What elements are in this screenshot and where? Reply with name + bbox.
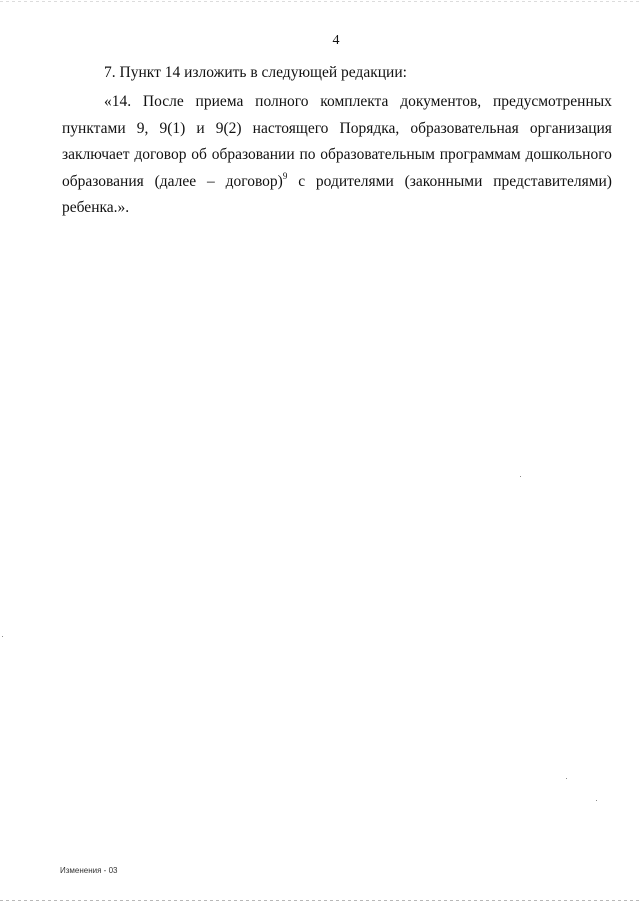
amendment-heading: 7. Пункт 14 изложить в следующей редакции: xyxy=(104,64,407,81)
word: договор) xyxy=(225,172,283,190)
scan-speck xyxy=(566,778,567,779)
scan-speck xyxy=(596,800,597,801)
word: пунктами xyxy=(62,119,126,137)
amendment-paragraph xyxy=(62,89,612,222)
word: полного xyxy=(255,93,309,110)
word: об xyxy=(191,146,207,163)
word: программам xyxy=(439,146,521,163)
page-number: 4 xyxy=(332,33,340,48)
word: Порядка, xyxy=(339,119,400,137)
paragraph-line-1 xyxy=(104,89,612,116)
paragraph-line-2 xyxy=(62,116,612,143)
scan-speck xyxy=(2,636,3,637)
word: заключает xyxy=(62,146,130,163)
word: комплекта xyxy=(320,93,389,110)
word: образовательным xyxy=(320,146,435,163)
word: документов, xyxy=(400,93,482,110)
word: «14. xyxy=(104,93,132,110)
word: 9, xyxy=(136,119,149,137)
word: образовательная xyxy=(410,119,519,137)
word: ребенка.». xyxy=(62,199,130,216)
word: настоящего xyxy=(252,119,329,137)
word: родителями xyxy=(315,172,394,190)
word: организация xyxy=(529,119,612,137)
word: предусмотренных xyxy=(492,93,612,110)
word: дошкольного xyxy=(525,146,612,163)
footer-label: Изменения - 03 xyxy=(60,866,118,875)
word: – xyxy=(207,172,215,190)
word: 9(1) xyxy=(159,119,186,137)
word: После xyxy=(142,93,184,110)
scan-speck xyxy=(520,476,521,477)
word: приема xyxy=(195,93,244,110)
word: представителями) xyxy=(493,172,612,190)
word: образовании xyxy=(211,146,295,163)
scan-edge-bottom xyxy=(0,900,640,901)
word: образования xyxy=(62,172,144,190)
word: (далее xyxy=(154,172,197,190)
word: 9(2) xyxy=(215,119,242,137)
paragraph-line-3 xyxy=(62,142,612,169)
word: договор xyxy=(134,146,187,163)
word: и xyxy=(196,119,205,137)
footnote-reference: 9 xyxy=(282,170,288,181)
word: с xyxy=(298,172,306,190)
word-with-footnote xyxy=(226,169,288,196)
paragraph-line-5 xyxy=(62,195,612,222)
scan-edge-top xyxy=(0,1,640,2)
word: (законными xyxy=(404,172,483,190)
word: по xyxy=(299,146,316,163)
paragraph-line-4 xyxy=(62,169,612,196)
